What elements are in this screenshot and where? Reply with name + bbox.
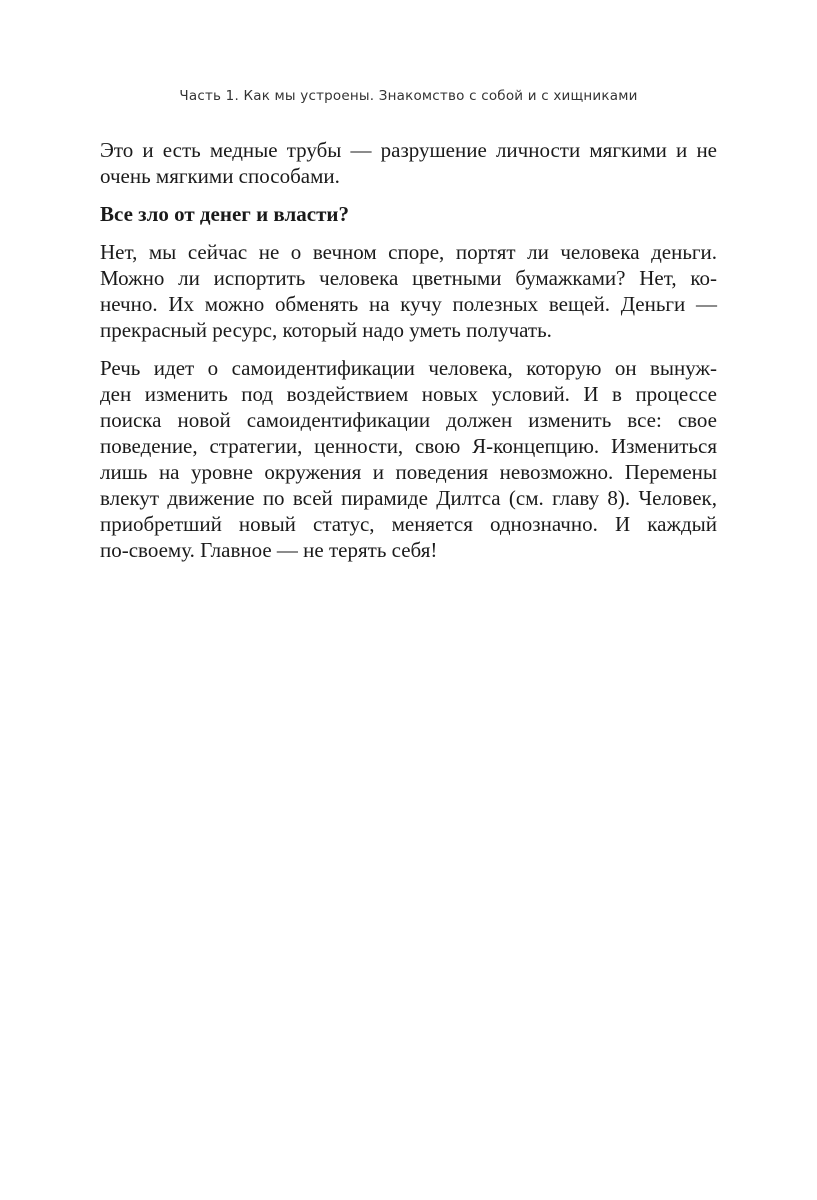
text-line: по-своему. Главное — не терять себя! bbox=[100, 538, 438, 562]
running-header: Часть 1. Как мы устроены. Знакомство с собой и с хищниками bbox=[179, 88, 638, 104]
text-line: ден изменить под воздействием новых условий. И в процессе bbox=[100, 382, 717, 406]
text-line: поведение, стратегии, ценности, свою Я-концепцию. Измениться bbox=[100, 434, 717, 458]
text-line: поиска новой самоидентификации должен изменить все: свое bbox=[100, 408, 717, 432]
text-line: нечно. Их можно обменять на кучу полезных вещей. Деньги — bbox=[100, 292, 717, 316]
paragraph-money bbox=[100, 239, 717, 343]
text-line: очень мягкими способами. bbox=[100, 164, 340, 188]
paragraph-identity bbox=[100, 355, 717, 563]
text-line: влекут движение по всей пирамиде Дилтса (см. главу 8). Человек, bbox=[100, 486, 717, 510]
text-line: Нет, мы сейчас не о вечном споре, портят ли человека деньги. bbox=[100, 240, 717, 264]
paragraph-intro bbox=[100, 137, 717, 189]
text-line: Можно ли испортить человека цветными бумажками? Нет, ко- bbox=[100, 266, 717, 290]
text-line: лишь на уровне окружения и поведения невозможно. Перемены bbox=[100, 460, 717, 484]
text-line: Это и есть медные трубы — разрушение личности мягкими и не bbox=[100, 138, 717, 162]
page-content bbox=[100, 137, 717, 575]
section-heading: Все зло от денег и власти? bbox=[100, 202, 349, 226]
text-line: приобретший новый статус, меняется однозначно. И каждый bbox=[100, 512, 717, 536]
text-line: прекрасный ресурс, который надо уметь получать. bbox=[100, 318, 552, 342]
text-line: Речь идет о самоидентификации человека, которую он вынуж- bbox=[100, 356, 717, 380]
